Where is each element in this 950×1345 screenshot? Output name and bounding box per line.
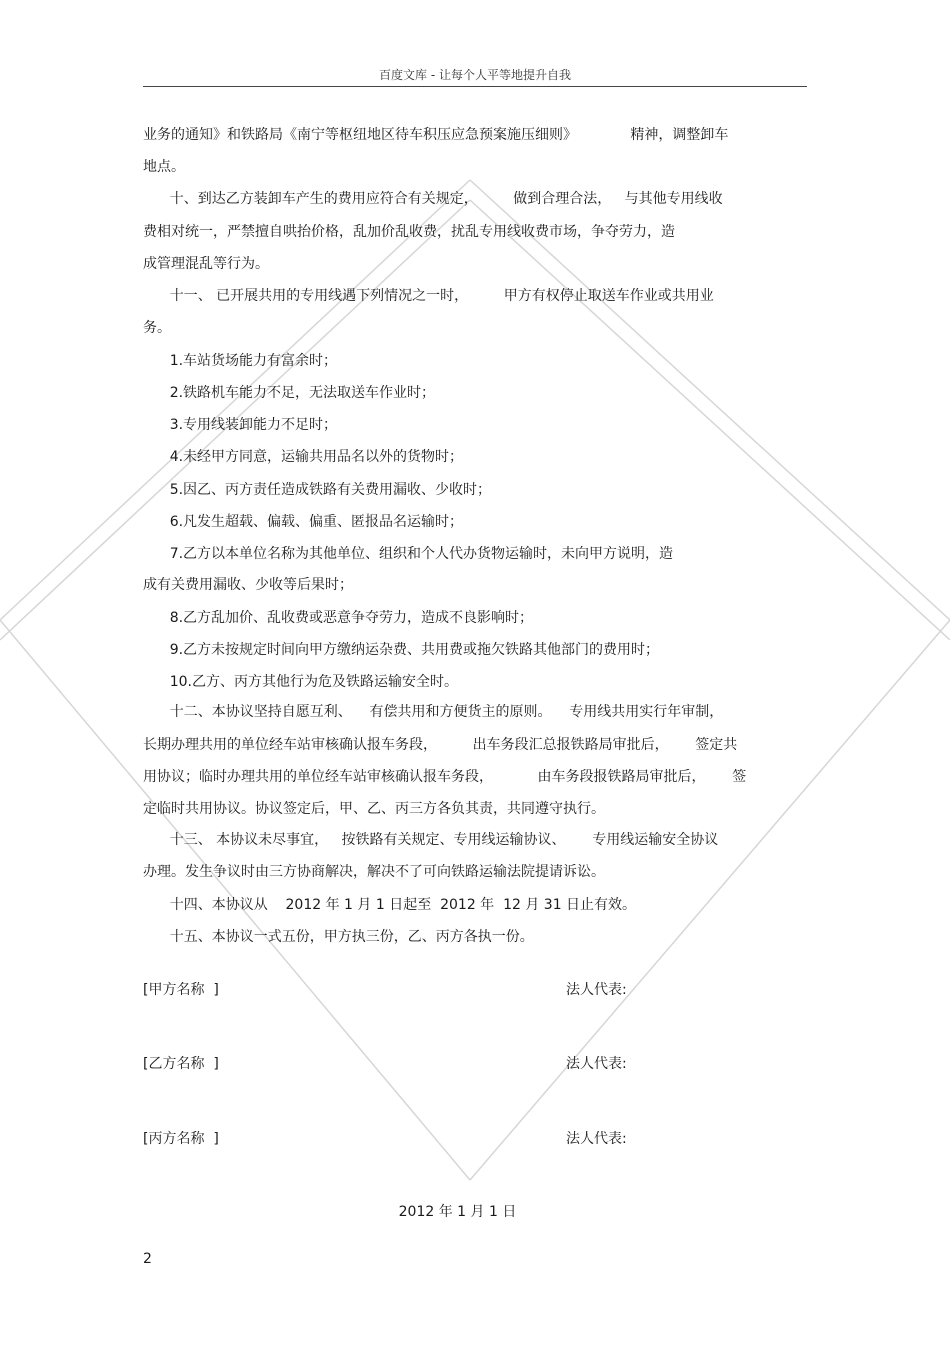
party-a-name: [甲方名称 ] bbox=[143, 982, 219, 998]
text-line: 费相对统一，严禁擅自哄抬价格，乱加价乱收费，扰乱专用线收费市场，争夺劳力，造 bbox=[143, 224, 675, 240]
text-line: 地点。 bbox=[143, 159, 185, 175]
list-item: 5.因乙、丙方责任造成铁路有关费用漏收、少收时； bbox=[143, 482, 492, 498]
text-line: 十三、 本协议未尽事宜， 按铁路有关规定、专用线运输协议、 专用线运输安全协议 bbox=[143, 832, 719, 848]
text-line: 十二、本协议坚持自愿互利、 有偿共用和方便货主的原则。 专用线共用实行年审制， bbox=[143, 704, 724, 720]
list-item: 3.专用线装卸能力不足时； bbox=[143, 417, 338, 433]
page-number: 2 bbox=[143, 1251, 152, 1267]
party-c-rep-label: 法人代表: bbox=[566, 1131, 627, 1147]
list-item: 7.乙方以本单位名称为其他单位、组织和个人代办货物运输时，未向甲方说明，造 bbox=[143, 546, 674, 562]
signing-date: 2012 年 1 月 1 日 bbox=[398, 1204, 517, 1220]
text-line: 办理。发生争议时由三方协商解决，解决不了可向铁路运输法院提请诉讼。 bbox=[143, 864, 605, 880]
text-line: 十、到达乙方装卸车产生的费用应符合有关规定， 做到合理合法， 与其他专用线收 bbox=[143, 191, 723, 207]
text-line: 务。 bbox=[143, 320, 171, 336]
party-b-rep-label: 法人代表: bbox=[566, 1056, 627, 1072]
list-item: 10.乙方、丙方其他行为危及铁路运输安全时。 bbox=[143, 674, 458, 690]
list-item: 4.未经甲方同意，运输共用品名以外的货物时； bbox=[143, 449, 464, 465]
list-item: 6.凡发生超载、偏载、偏重、匿报品名运输时； bbox=[143, 514, 464, 530]
text-line: 十一、 已开展共用的专用线遇下列情况之一时， 甲方有权停止取送车作业或共用业 bbox=[143, 288, 714, 304]
text-line: 定临时共用协议。协议签定后，甲、乙、丙三方各负其责，共同遵守执行。 bbox=[143, 801, 605, 817]
text-line: 成管理混乱等行为。 bbox=[143, 256, 269, 272]
text-line: 十四、本协议从 2012 年 1 月 1 日起至 2012 年 12 月 31 日止有效。 bbox=[143, 897, 637, 913]
list-item: 1.车站货场能力有富余时； bbox=[143, 353, 338, 369]
list-item: 9.乙方未按规定时间向甲方缴纳运杂费、共用费或拖欠铁路其他部门的费用时； bbox=[143, 642, 660, 658]
party-c-name: [丙方名称 ] bbox=[143, 1131, 219, 1147]
list-item: 2.铁路机车能力不足，无法取送车作业时； bbox=[143, 385, 436, 401]
text-line: 业务的通知》和铁路局《南宁等枢纽地区待车积压应急预案施压细则》 精神，调整卸车 bbox=[143, 127, 729, 143]
party-a-rep-label: 法人代表: bbox=[566, 982, 627, 998]
text-line: 用协议；临时办理共用的单位经车站审核确认报车务段， 由车务段报铁路局审批后， 签 bbox=[143, 769, 747, 785]
page-header: 百度文库 - 让每个人平等地提升自我 bbox=[379, 68, 571, 82]
text-line: 成有关费用漏收、少收等后果时； bbox=[143, 577, 353, 593]
text-line: 长期办理共用的单位经车站审核确认报车务段， 出车务段汇总报铁路局审批后， 签定共 bbox=[143, 737, 738, 753]
text-line: 十五、本协议一式五份，甲方执三份，乙、丙方各执一份。 bbox=[143, 929, 534, 945]
header-divider bbox=[143, 86, 807, 87]
list-item: 8.乙方乱加价、乱收费或恶意争夺劳力，造成不良影响时； bbox=[143, 610, 534, 626]
party-b-name: [乙方名称 ] bbox=[143, 1056, 219, 1072]
